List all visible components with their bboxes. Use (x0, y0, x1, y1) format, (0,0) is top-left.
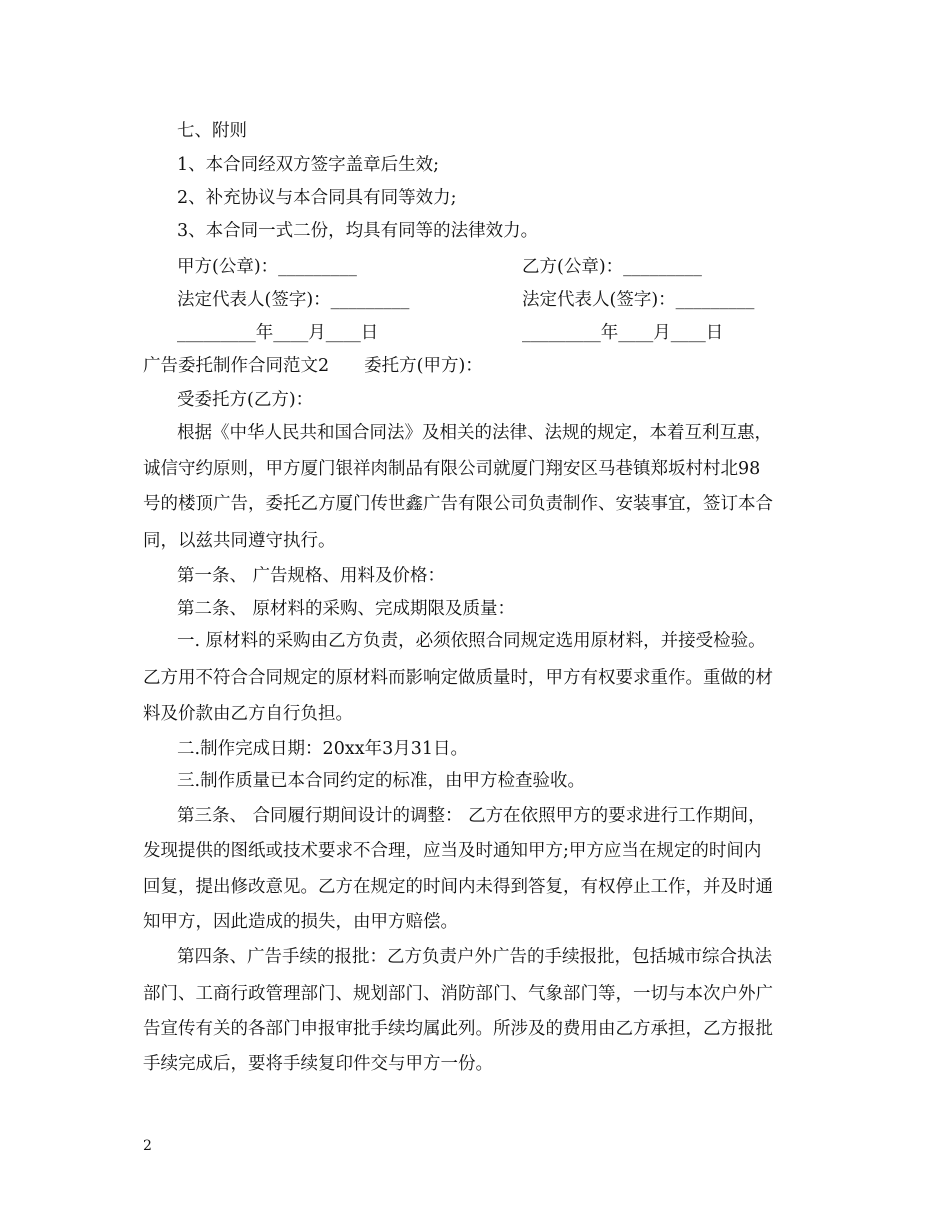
intro-paragraph-line: 同，以兹共同遵守执行。 (143, 531, 336, 551)
article-3-line: 知甲方，因此造成的损失，由甲方赔偿。 (143, 912, 458, 932)
article-3-line: 发现提供的图纸或技术要求不合理，应当及时通知甲方;甲方应当在规定的时间内 (143, 841, 762, 861)
party-a-date: _________年____月____日 (177, 323, 379, 343)
article-2-item-3: 三.制作质量已本合同约定的标准，由甲方检查验收。 (177, 771, 586, 791)
party-b-representative: 法定代表人(签字)：_________ (522, 290, 755, 310)
party-b-seal: 乙方(公章)：_________ (522, 257, 702, 277)
clause-item: 2、补充协议与本合同具有同等效力; (177, 188, 457, 208)
intro-paragraph-line: 根据《中华人民共和国合同法》及相关的法律、法规的规定，本着互利互惠， (177, 423, 772, 443)
party-a-representative: 法定代表人(签字)：_________ (177, 290, 410, 310)
article-4-line: 部门、工商行政管理部门、规划部门、消防部门、气象部门等，一切与本次户外广 (143, 984, 773, 1004)
intro-paragraph-line: 诚信守约原则，甲方厦门银祥肉制品有限公司就厦门翔安区马巷镇郑坂村村北98 (143, 459, 761, 479)
article-1: 第一条、 广告规格、用料及价格： (177, 566, 446, 586)
article-2: 第二条、 原材料的采购、完成期限及质量： (177, 599, 516, 619)
article-4-line: 手续完成后，要将手续复印件交与甲方一份。 (143, 1054, 493, 1074)
article-4-line: 第四条、广告手续的报批：乙方负责户外广告的手续报批，包括城市综合执法 (177, 947, 772, 967)
party-a-seal: 甲方(公章)：_________ (177, 257, 357, 277)
article-2-item-2: 二.制作完成日期：20xx年3月31日。 (177, 739, 468, 759)
intro-paragraph-line: 号的楼顶广告，委托乙方厦门传世鑫广告有限公司负责制作、安装事宜，签订本合 (143, 494, 773, 514)
article-3-line: 回复，提出修改意见。乙方在规定的时间内未得到答复，有权停止工作，并及时通 (143, 877, 773, 897)
clause-item: 1、本合同经双方签字盖章后生效; (177, 155, 440, 175)
article-4-line: 告宣传有关的各部门申报审批手续均属此列。所涉及的费用由乙方承担，乙方报批 (143, 1019, 773, 1039)
section-heading: 七、附则 (177, 121, 247, 141)
clause-item: 3、本合同一式二份，均具有同等的法律效力。 (177, 221, 539, 241)
entrusted-party: 受委托方(乙方)： (177, 390, 314, 410)
article-2-item-1: 料及价款由乙方自行负担。 (143, 704, 353, 724)
article-3-line: 第三条、 合同履行期间设计的调整： 乙方在依照甲方的要求进行工作期间， (177, 806, 766, 826)
page-number: 2 (143, 1138, 152, 1154)
party-b-date: _________年____月____日 (522, 323, 724, 343)
article-2-item-1: 乙方用不符合合同规定的原材料而影响定做质量时，甲方有权要求重作。重做的材 (143, 668, 773, 688)
contract-title-line: 广告委托制作合同范文2 委托方(甲方)： (143, 356, 483, 376)
article-2-item-1: 一. 原材料的采购由乙方负责，必须依照合同规定选用原材料，并接受检验。 (177, 631, 766, 651)
